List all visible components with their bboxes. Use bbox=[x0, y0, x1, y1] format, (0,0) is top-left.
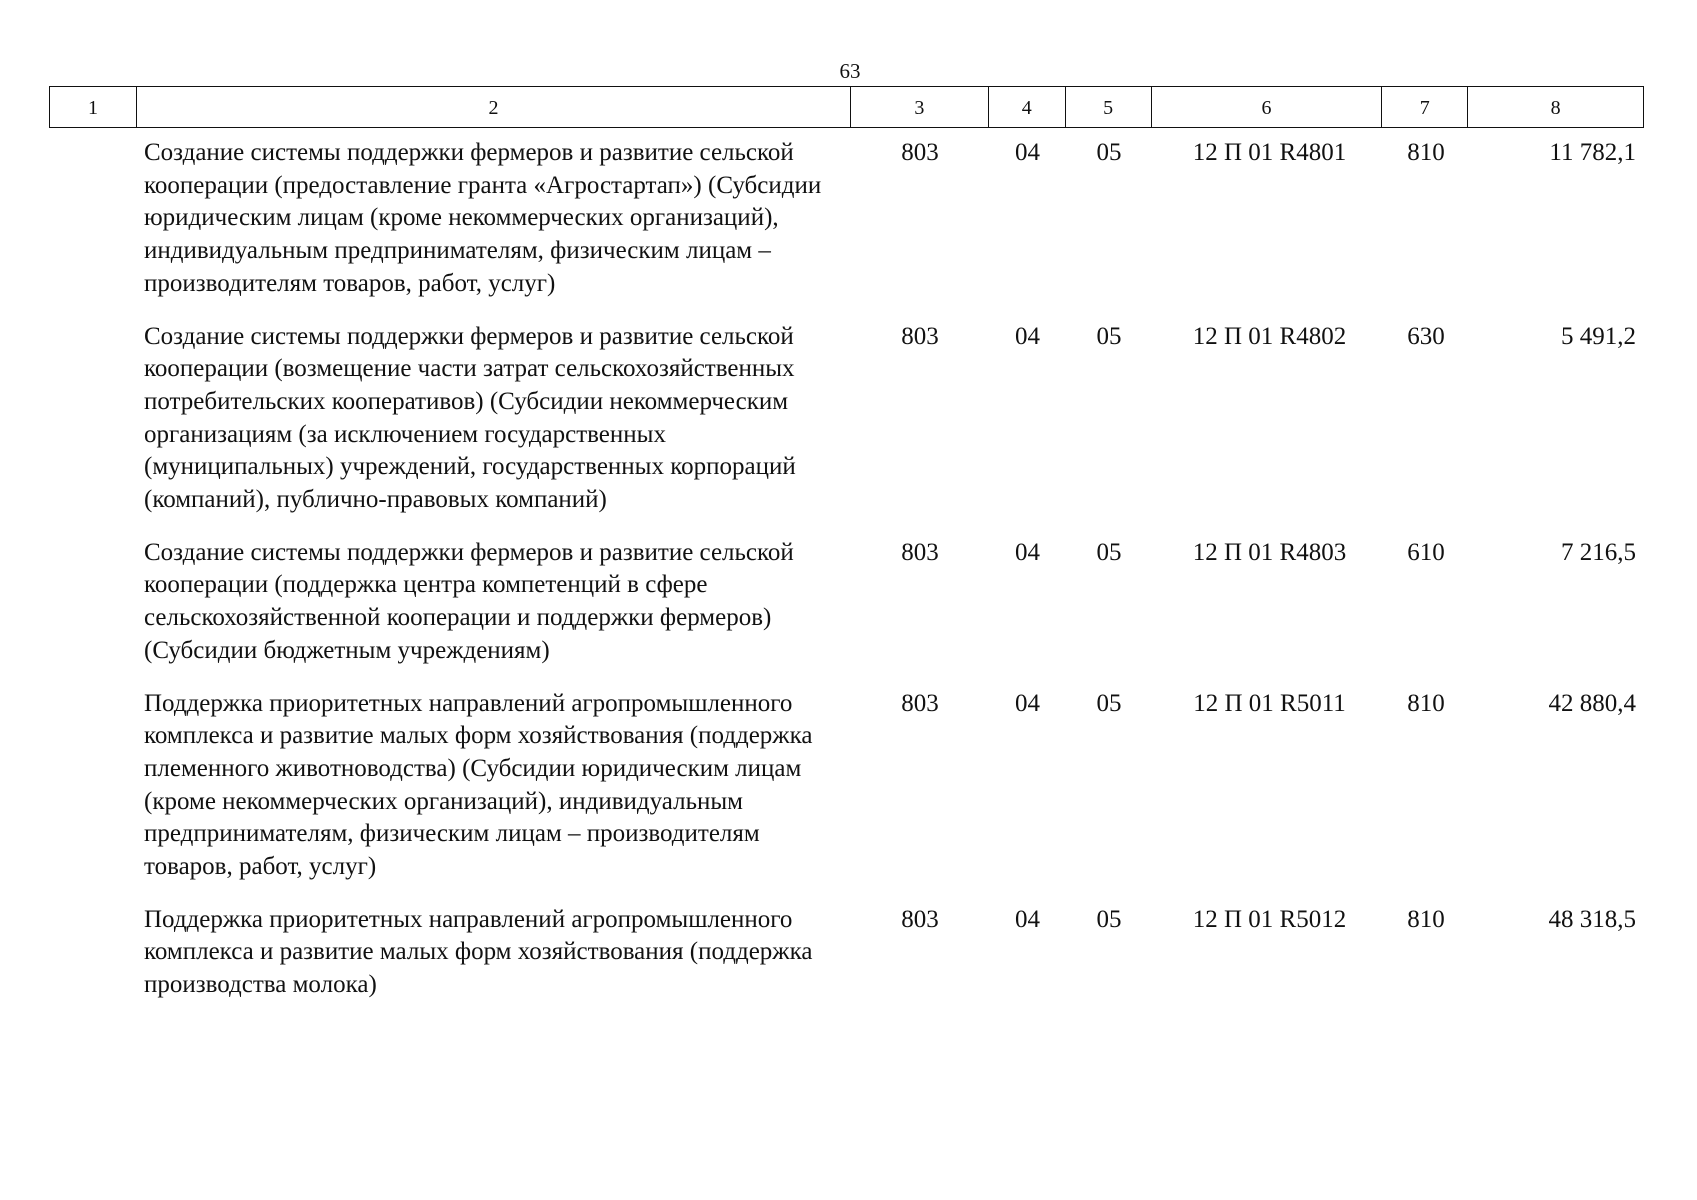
row-ministry-code: 803 bbox=[901, 689, 939, 717]
header-col-3: 3 bbox=[851, 87, 989, 127]
row-amount: 48 318,5 bbox=[1548, 905, 1636, 933]
row-target-article: 12 П 01 R5011 bbox=[1193, 689, 1346, 717]
row-ministry-code: 803 bbox=[901, 139, 939, 166]
row-subsection-code: 05 bbox=[1096, 139, 1122, 166]
row-section-code: 04 bbox=[1015, 139, 1040, 166]
header-col-2: 2 bbox=[137, 87, 851, 127]
row-target-article: 12 П 01 R4802 bbox=[1192, 322, 1347, 350]
header-col-4: 4 bbox=[989, 87, 1066, 127]
row-ministry-code: 803 bbox=[901, 322, 939, 350]
header-col-5: 5 bbox=[1066, 87, 1152, 127]
row-description: Создание системы поддержки фермеров и развитие сельской кооперации (возмещение части затрат сельскохозяйственных потребительских кооперативов) (Субсидии некоммерческим организациям (за исключением государственных (муниципальных) учреждений, государственных корпораций (компаний), публично-правовых компаний) bbox=[144, 322, 796, 514]
row-amount: 5 491,2 bbox=[1561, 322, 1636, 350]
row-ministry-code: 803 bbox=[901, 538, 939, 566]
row-description: Создание системы поддержки фермеров и развитие сельской кооперации (поддержка центра компетенций в сфере сельскохозяйственной кооперации и поддержки фермеров) (Субсидии бюджетным учреждениям) bbox=[144, 538, 794, 664]
row-expense-type: 610 bbox=[1407, 538, 1445, 566]
header-col-6: 6 bbox=[1152, 87, 1383, 127]
header-col-1: 1 bbox=[50, 87, 137, 127]
row-target-article: 12 П 01 R4803 bbox=[1192, 538, 1347, 566]
table-row bbox=[49, 321, 1644, 517]
row-section-code: 04 bbox=[1015, 322, 1040, 350]
header-col-8: 8 bbox=[1550, 96, 1561, 119]
row-amount: 42 880,4 bbox=[1548, 689, 1636, 717]
row-expense-type: 810 bbox=[1407, 689, 1445, 717]
row-description: Поддержка приоритетных направлений агропромышленного комплекса и развитие малых форм хозяйствования (поддержка производства молока) bbox=[144, 905, 813, 999]
row-expense-type: 810 bbox=[1407, 139, 1445, 166]
row-subsection-code: 05 bbox=[1096, 905, 1122, 933]
row-amount: 11 782,1 bbox=[1549, 139, 1636, 166]
table-row bbox=[49, 904, 1644, 1002]
table-row bbox=[49, 537, 1644, 668]
row-subsection-code: 05 bbox=[1096, 689, 1122, 717]
table-body bbox=[49, 137, 1644, 1022]
header-col-7: 7 bbox=[1382, 87, 1468, 127]
row-subsection-code: 05 bbox=[1096, 538, 1122, 566]
table-header-row bbox=[49, 86, 1644, 128]
row-description: Поддержка приоритетных направлений агропромышленного комплекса и развитие малых форм хозяйствования (поддержка племенного животноводства) (Субсидии юридическим лицам (кроме некоммерческих организаций), индивидуальным предпринимателям, физическим лицам – производителям товаров, работ, услуг) bbox=[144, 689, 813, 881]
table-row bbox=[49, 137, 1644, 301]
row-subsection-code: 05 bbox=[1096, 322, 1122, 350]
row-amount: 7 216,5 bbox=[1561, 538, 1636, 566]
row-expense-type: 810 bbox=[1407, 905, 1445, 933]
page-number: 63 bbox=[839, 59, 861, 83]
row-ministry-code: 803 bbox=[901, 905, 939, 933]
row-description: Создание системы поддержки фермеров и развитие сельской кооперации (предоставление гранта «Агростартап») (Субсидии юридическим лицам (кроме некоммерческих организаций), индивидуальным предпринимателям, физическим лицам – производителям товаров, работ, услуг) bbox=[144, 139, 822, 297]
table-row bbox=[49, 688, 1644, 884]
row-section-code: 04 bbox=[1015, 538, 1040, 566]
row-target-article: 12 П 01 R4801 bbox=[1192, 139, 1347, 166]
row-expense-type: 630 bbox=[1407, 322, 1445, 350]
row-section-code: 04 bbox=[1015, 689, 1040, 717]
row-section-code: 04 bbox=[1015, 905, 1040, 933]
row-target-article: 12 П 01 R5012 bbox=[1192, 905, 1347, 933]
